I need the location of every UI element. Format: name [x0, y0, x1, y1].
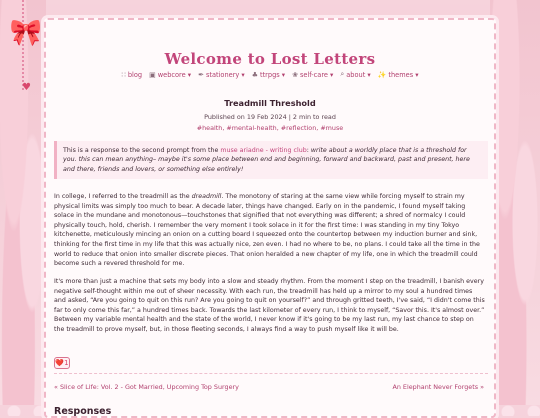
- brain-icon: ❀: [292, 70, 298, 79]
- heart-charm-icon: ♥: [22, 82, 31, 93]
- nav-label: ttrpgs ▾: [260, 70, 286, 79]
- left-floral-border: [0, 0, 46, 405]
- responses-heading: Responses: [54, 406, 112, 417]
- post-tags[interactable]: #health, #mental-health, #reflection, #muse: [196, 124, 344, 132]
- intro-blockquote: [54, 141, 488, 179]
- nav-item-webcore[interactable]: [149, 70, 191, 79]
- nav-item-self-care[interactable]: [292, 70, 333, 79]
- site-title[interactable]: Welcome to Lost Letters: [164, 50, 376, 68]
- magnifier-icon: ⌕: [340, 70, 345, 78]
- intro-separator: :: [306, 147, 311, 154]
- nav-label: themes ▾: [388, 70, 419, 79]
- body-paragraph-1: [54, 192, 486, 269]
- p1-start: In college, I referred to the treadmill as the: [54, 193, 192, 200]
- nav-label: webcore ▾: [157, 70, 192, 79]
- intro-text: This is a response to the second prompt from the: [63, 147, 221, 154]
- nav-item-blog[interactable]: [121, 70, 142, 79]
- nav-label: stationery ▾: [205, 70, 245, 79]
- nav-label: self-care ▾: [299, 70, 334, 79]
- main-nav: [46, 70, 494, 79]
- muse-ariadne-link[interactable]: muse ariadne - writing club: [220, 147, 307, 154]
- p1-emphasis: dreadmill: [191, 193, 222, 200]
- prev-post-link[interactable]: « Slice of Life: Vol. 2 - Got Married, Upcoming Top Surgery: [54, 383, 239, 391]
- divider: [54, 373, 488, 374]
- bookmark-icon: ♣: [251, 70, 259, 79]
- nav-item-ttrpgs[interactable]: [252, 70, 285, 79]
- nav-item-stationery[interactable]: [198, 70, 245, 79]
- sparkle-icon: ✨: [377, 70, 387, 79]
- post-meta: Published on 19 Feb 2024 | 2 min to read: [204, 113, 336, 121]
- pen-icon: ✒: [198, 70, 204, 79]
- body-paragraph-2: It's more than just a machine that sets my body into a slow and steady rhythm. From the moment I step on the treadmill, I banish every negative self-thought within me out of sheer necessity. With each run, the treadmill has held up a mirror to my soul a hundred times and asked, “Are you going to quit on this run? Are you going to quit on yourself?” and through gritted teeth, I've said, “I didn't come this far to only come this far,” a hundred times back. Towards the last kilometer of every run, I think to myself, “Savor this. It's almost over.” Between my variable mental health and the state of the world, I never know if it's going to be my last run, my last chance to step on the treadmill to prove myself, but, in those fleeting seconds, I always find a way to push myself like it will be.: [54, 278, 485, 333]
- right-floral-border: [490, 0, 540, 405]
- p1-rest: . The monotony of staring at the same view while forcing myself to strain my physical limits was simply too much to bear. A decade later, things have changed. Early on in the pandemic, I found myself taking solace in the mundane and monotonous—touchstones that signified that not everything was different; a shred of normalcy I could physically touch, hold, cherish. I remember the very moment I took solace in it for the first time: I was standing in my tiny Tokyo kitchenette, meticulously mincing an onion on a cutting board I squeezed onto the countertop between my induction burner and sink, thinking for the first time in my life that this was actually nice, zen even. I had no where to be, no plans. I could take all the time in the world to reduce that onion into smaller discrete pieces. That onion heralded a new chapter of my life, one in which the treadmill could become such a revered threshold for me.: [54, 193, 480, 268]
- content-card: [44, 18, 496, 418]
- bow-icon: 🎀: [9, 18, 43, 48]
- nav-item-themes[interactable]: [378, 70, 419, 79]
- nav-item-about[interactable]: [340, 70, 370, 79]
- next-post-link[interactable]: An Elephant Never Forgets »: [392, 383, 484, 391]
- nav-label: about ▾: [346, 70, 371, 79]
- post-title: Treadmill Threshold: [224, 98, 316, 108]
- rss-icon: ∷: [121, 70, 126, 79]
- nav-label: blog: [127, 70, 143, 79]
- like-button[interactable]: ❤️1: [55, 359, 69, 367]
- floppy-icon: ▣: [149, 70, 156, 79]
- intro-prompt-quote: write about a worldly place that is a threshold for you. this can mean anything– maybe it's some place between end and beginning, forward and backward, past and present, here and there, friends and lovers, or something else entirely!: [63, 147, 470, 173]
